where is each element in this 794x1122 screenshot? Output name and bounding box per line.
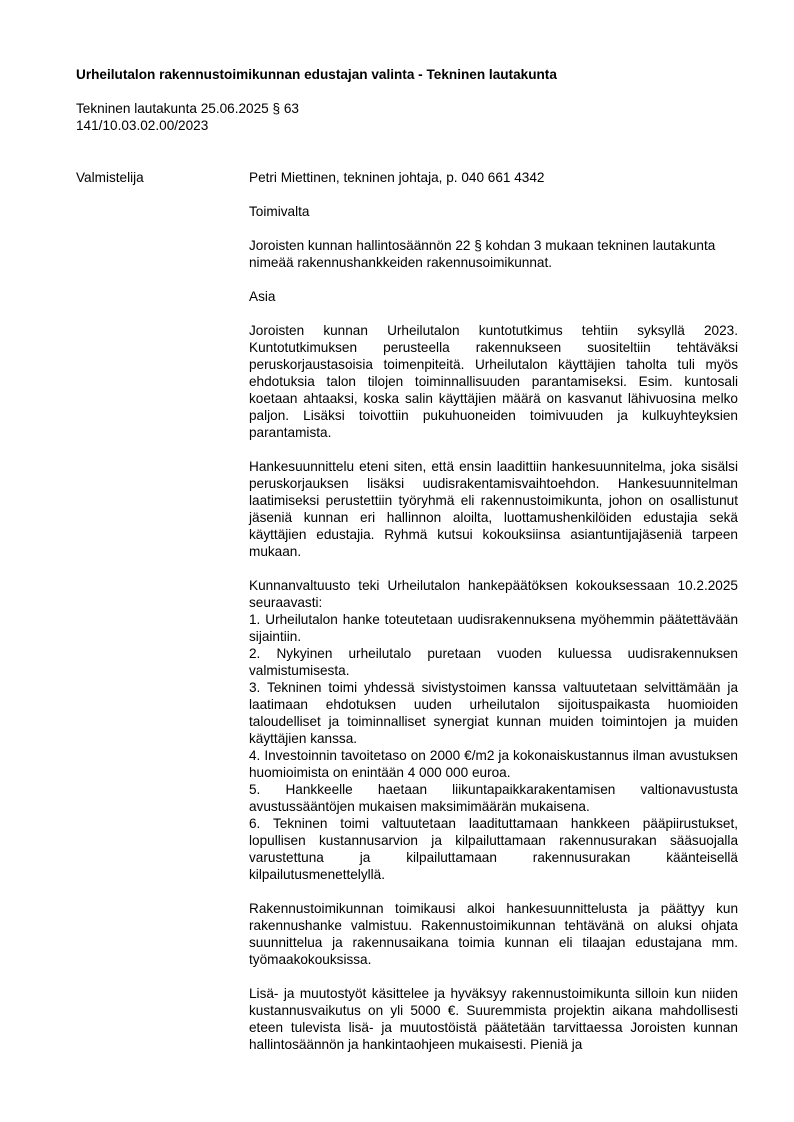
paragraph-hankesuunnittelu: Hankesuunnittelu eteni siten, että ensin laadittiin hankesuunnitelma, joka sisälsi peruskorjauksen lisäksi uudisrakentamisvaihtoehdon. Hankesuunnitelman laatimiseksi perustettiin työryhmä eli rakennustoimikunta, johon on osallistunut jäseniä kunnan eri hallinnon aloilta, luottamushenkilöiden edustajia sekä käyttäjien edustajia. Ryhmä kutsui kokouksiinsa asiantuntijajäseniä tarpeen mukaan. <box>249 459 738 559</box>
heading-asia: Asia <box>249 289 276 304</box>
list-item: 3. Tekninen toimi yhdessä sivistystoimen kanssa valtuutetaan selvittämään ja laatimaan ehdotuksen uuden urheilutalon sijoituspaikasta huomioiden taloudelliset ja toiminnalliset synergiat kunnan muiden toimintojen ja muiden käyttäjien kanssa. <box>249 680 738 746</box>
paragraph-lisatyot: Lisä- ja muutostyöt käsittelee ja hyväksyy rakennustoimikunta silloin kun niiden kustannusvaikutus on yli 5000 €. Suuremmista projektin aikana mahdollisesti eteen tulevista lisä- ja muutostöistä päätetään tarvittaessa Joroisten kunnan hallintosäännön ja hankintaohjeen mukaisesti. Pieniä ja <box>249 986 738 1052</box>
document-body <box>249 169 738 1053</box>
diary-number: 141/10.03.02.00/2023 <box>76 118 209 133</box>
preparer-label: Valmistelija <box>76 170 144 185</box>
list-item: 2. Nykyinen urheilutalo puretaan vuoden kuluessa uudisrakennuksen valmistumisesta. <box>249 646 738 678</box>
list-item: 5. Hankkeelle haetaan liikuntapaikkarakentamisen valtionavustusta avustussääntöjen mukaisen maksimimäärän mukaisena. <box>249 782 738 814</box>
heading-toimivalta: Toimivalta <box>249 204 310 219</box>
decision-intro: Kunnanvaltuusto teki Urheilutalon hankepäätöksen kokouksessaan 10.2.2025 seuraavasti: <box>249 578 738 610</box>
decision-list <box>249 577 738 883</box>
meeting-reference <box>76 100 299 134</box>
toimivalta-text: Joroisten kunnan hallintosäännön 22 § kohdan 3 mukaan tekninen lautakunta nimeää rakennushankkeiden rakennusoimikunnat. <box>249 238 716 270</box>
document-title: Urheilutalon rakennustoimikunnan edustajan valinta - Tekninen lautakunta <box>76 67 557 82</box>
list-item: 6. Tekninen toimi valtuutetaan laadituttamaan hankkeen pääpiirustukset, lopullisen kustannusarvion ja kilpailuttamaan rakennusurakan sääsuojalla varustettuna ja kilpailuttamaan rakennusurakan käänteisellä kilpailutusmenettelyllä. <box>249 816 738 882</box>
paragraph-toimikausi: Rakennustoimikunnan toimikausi alkoi hankesuunnittelusta ja päättyy kun rakennushanke valmistuu. Rakennustoimikunnan tehtävänä on aluksi ohjata suunnittelua ja rakennusaikana toimia kunnan eli tilaajan edustajana mm. työmaakokouksissa. <box>249 901 738 967</box>
preparer-name: Petri Miettinen, tekninen johtaja, p. 040 661 4342 <box>249 170 545 185</box>
paragraph-kuntotutkimus: Joroisten kunnan Urheilutalon kuntotutkimus tehtiin syksyllä 2023. Kuntotutkimuksen perusteella rakennukseen suositeltiin tehtäväksi peruskorjaustasoisia toimenpiteitä. Urheilutalon käyttäjien taholta tuli myös ehdotuksia talon tilojen toiminnallisuuden parantamiseksi. Esim. kuntosali koetaan ahtaaksi, koska salin käyttäjien määrä on kasvanut lähivuosina melko paljon. Lisäksi toivottiin pukuhuoneiden toimivuuden ja kulkuyhteyksien parantamista. <box>249 323 738 440</box>
list-item: 1. Urheilutalon hanke toteutetaan uudisrakennuksena myöhemmin päätettävään sijaintiin. <box>249 612 738 644</box>
list-item: 4. Investoinnin tavoitetaso on 2000 €/m2 ja kokonaiskustannus ilman avustuksen huomioimista on enintään 4 000 000 euroa. <box>249 748 738 780</box>
meeting-line: Tekninen lautakunta 25.06.2025 § 63 <box>76 101 299 116</box>
